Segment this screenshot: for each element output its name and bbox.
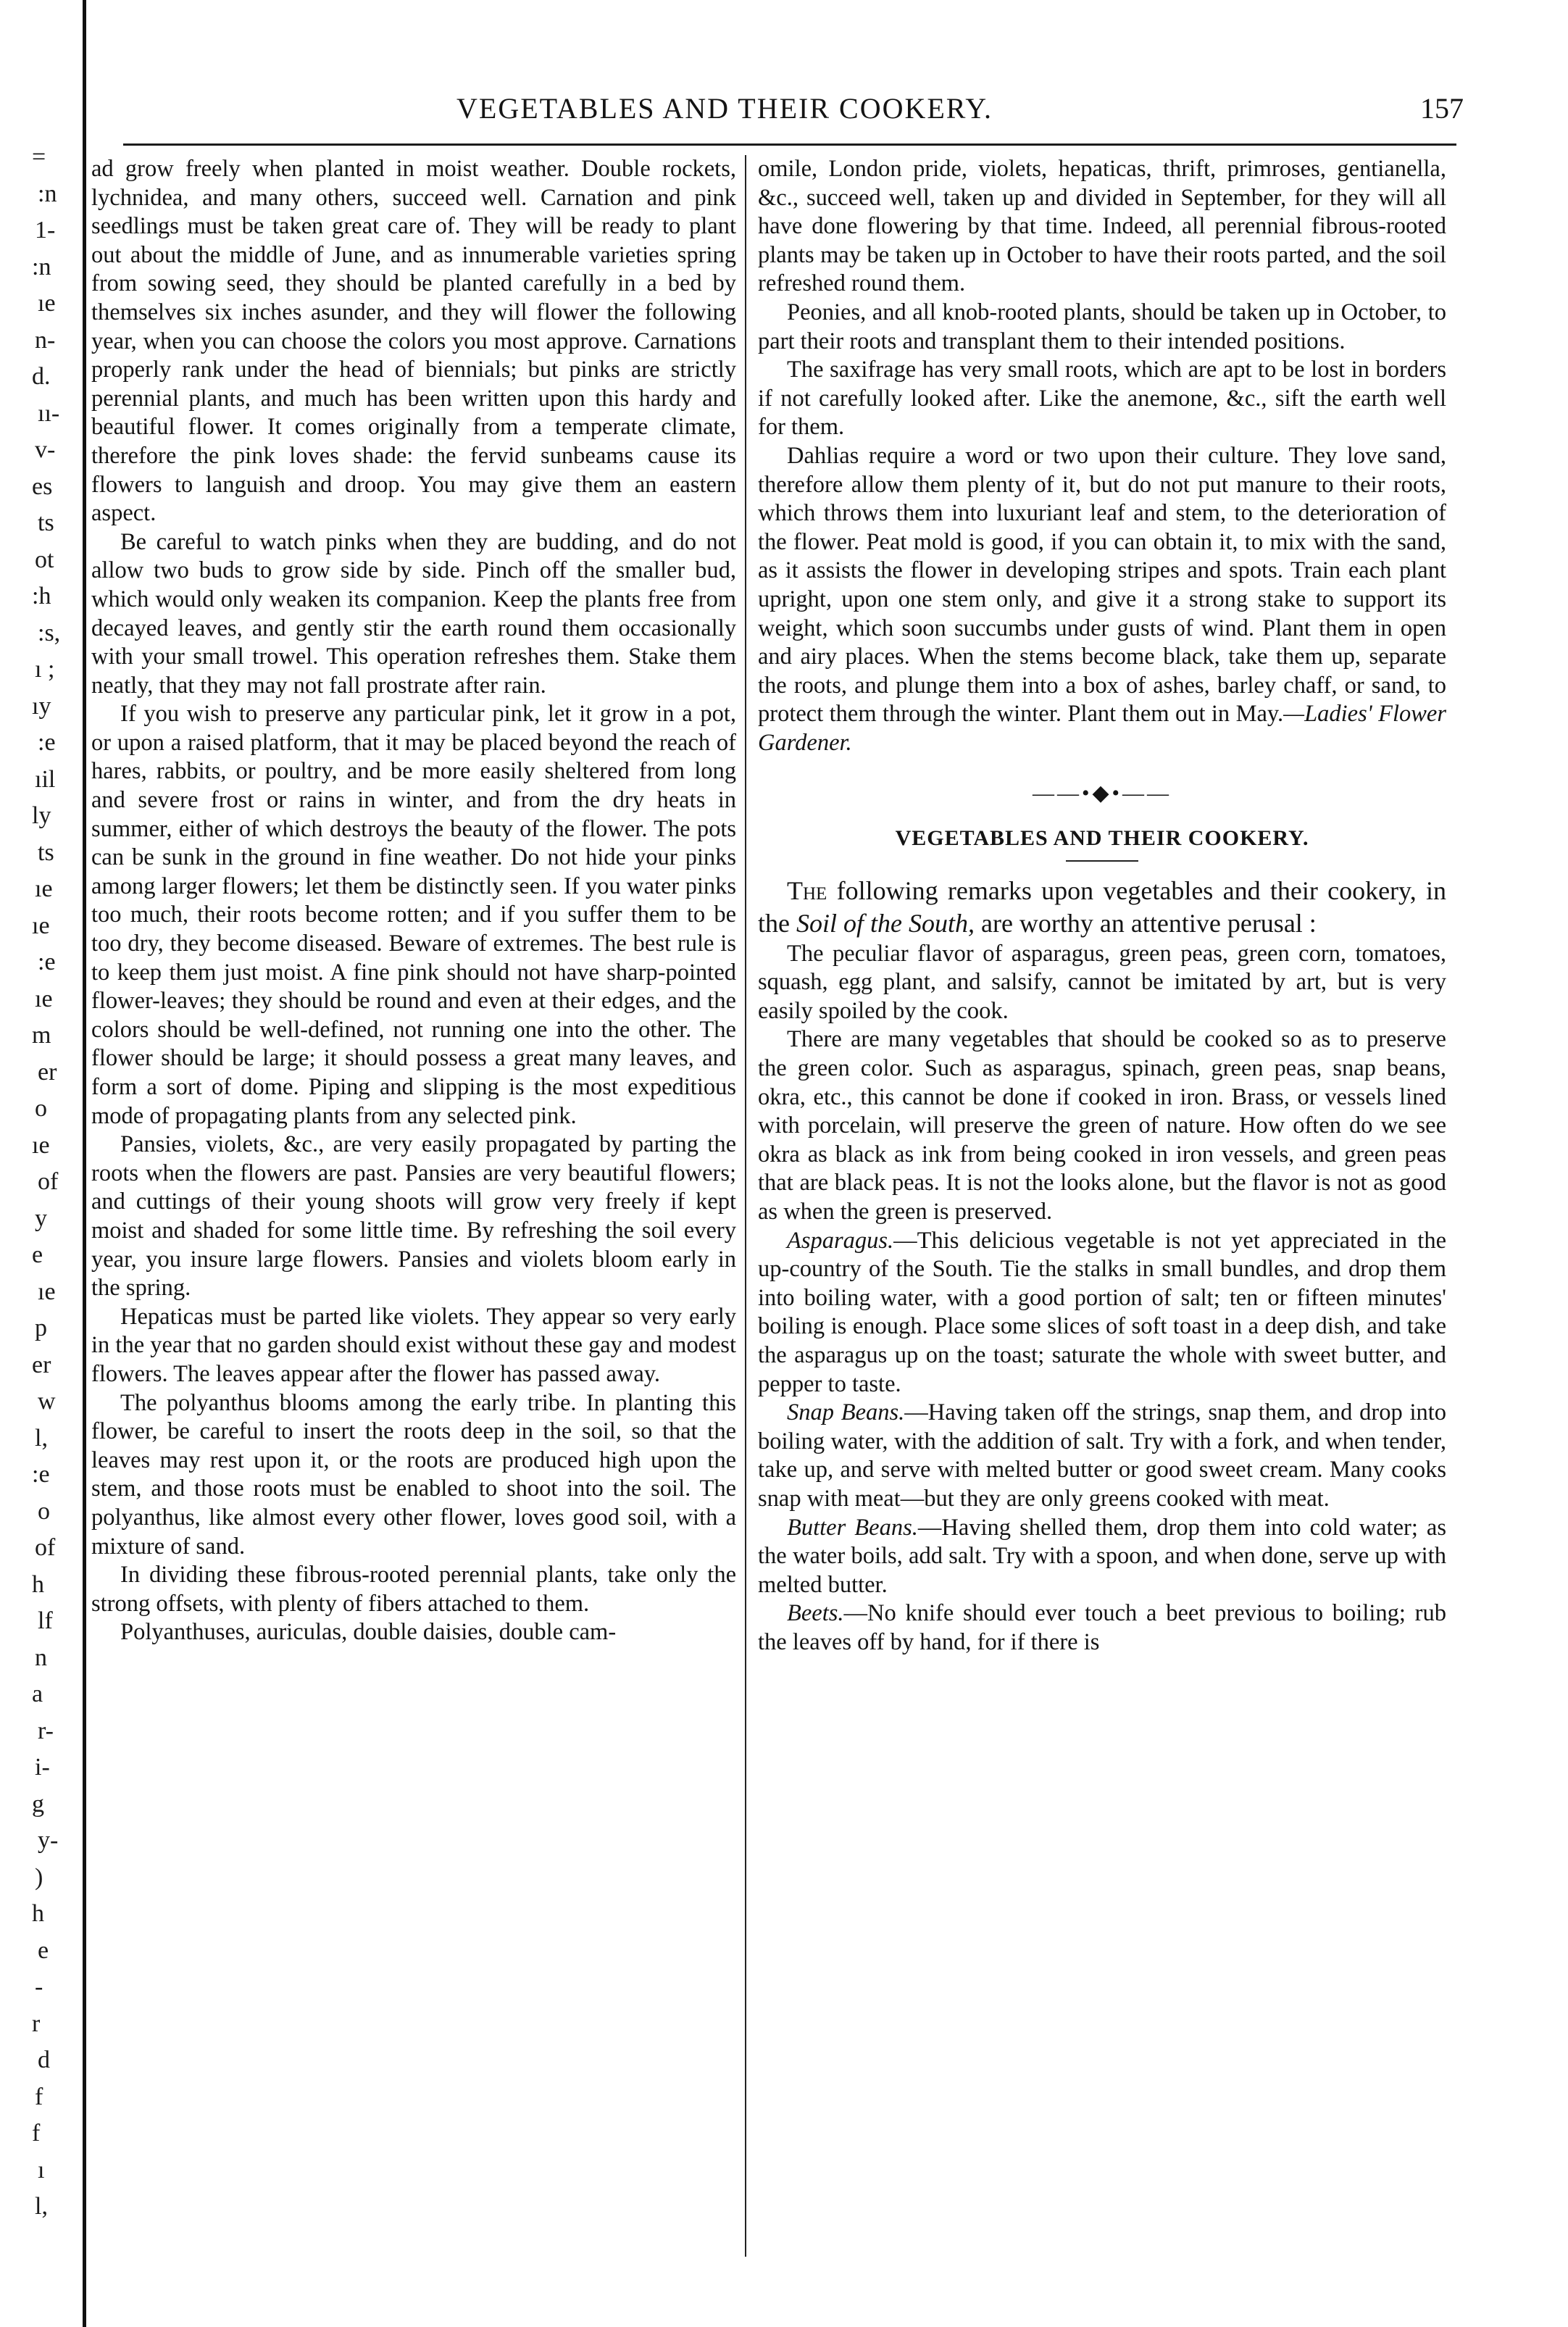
recipe-beets: [758, 1599, 1446, 1657]
margin-fragment: h: [32, 1900, 44, 1927]
page-number: 157: [1420, 92, 1464, 125]
binding-rule: [83, 0, 86, 2327]
section-ornament: ——•◆•——: [1032, 781, 1172, 806]
page-header: [94, 86, 1464, 129]
margin-fragment: :h: [32, 583, 51, 609]
right-column: [758, 155, 1446, 1657]
margin-fragment: ıı-: [38, 399, 60, 427]
margin-fragment: lf: [38, 1607, 53, 1634]
section-title: VEGETABLES AND THEIR COOKERY.: [895, 826, 1309, 851]
margin-fragment: -: [35, 1973, 43, 2000]
margin-fragment: of: [35, 1534, 56, 1561]
left-column: [91, 155, 736, 1647]
paragraph-text: Dahlias require a word or two upon their culture. They love sand, therefore allow them plenty of it, but do not put manure to their roots, which throws them into luxuriant leaf and stem, to the deterioration of the flower. Peat mold is good, if you can obtain it, to mix with the sand, as it assists the flower in developing stripes and spots. Train each plant upright, upon one stem only, and give it a strong stake to support its weight, which soon succumbs under gusts of wind. Plant them in open and airy places. When the stems become black, take them up, separate the roots, and plunge them into a box of ashes, barley chaff, or sand, to protect them through the winter. Plant them out in May.: [758, 442, 1446, 728]
header-rule: [123, 143, 1456, 146]
margin-fragment: o: [35, 1095, 47, 1122]
recipe-heading: Beets.: [787, 1600, 844, 1627]
intro-source: Soil of the South,: [796, 908, 975, 938]
margin-fragment: n: [35, 1644, 47, 1671]
margin-fragment: ıe: [38, 290, 56, 317]
margin-fragment: 1-: [35, 217, 56, 243]
recipe-heading: Asparagus.: [787, 1227, 894, 1254]
paragraph: Be careful to watch pinks when they are budding, and do not allow two buds to grow side by side. Pinch off the smaller bud, which would only weaken its companion. Keep the plants free from decayed leaves, and gently stir the earth round them occasionally with your small trowel. This operation refreshes them. Stake them neatly, that they may not fall prostrate after rain.: [91, 528, 736, 699]
margin-fragment: g: [32, 1790, 44, 1818]
recipe-heading: Snap Beans.: [787, 1399, 905, 1426]
recipe-text: —No knife should ever touch a beet previous to boiling; rub the leaves off by hand, for if there is: [758, 1600, 1446, 1655]
margin-fragment: m: [32, 1022, 51, 1049]
margin-fragment: :e: [38, 729, 56, 756]
margin-fragment: :n: [32, 253, 51, 280]
margin-fragment: :s,: [38, 619, 61, 646]
margin-fragment: ): [35, 1863, 43, 1891]
recipe-heading: Butter Beans.: [787, 1514, 918, 1541]
margin-fragment: ts: [38, 838, 54, 866]
margin-fragment: i-: [35, 1754, 50, 1781]
margin-fragment: :e: [38, 949, 56, 975]
paragraph: In dividing these fibrous-rooted perennial plants, take only the strong offsets, with plenty of fibers attached to them.: [91, 1562, 736, 1617]
margin-fragment: ıy: [32, 692, 51, 720]
margin-fragment: :n: [38, 180, 57, 207]
margin-fragment: r-: [38, 1717, 54, 1744]
margin-fragment: of: [38, 1168, 59, 1195]
margin-fragment: ıe: [35, 985, 53, 1012]
recipe-snap-beans: [758, 1399, 1446, 1513]
intro-text: following remarks upon vegetables and their cookery, in the: [758, 875, 1446, 938]
running-title: VEGETABLES AND THEIR COOKERY.: [456, 92, 993, 125]
paragraph: Pansies, violets, &c., are very easily propagated by parting the roots when the flowers are past. Pansies are very beautiful flowers; and cuttings of their young shoots will grow very freely if kept moist and shaded for some little time. By refreshing the soil every year, you insure large flowers. Pansies and violets bloom early in the spring.: [91, 1131, 736, 1302]
margin-fragment: ı ;: [35, 656, 55, 683]
title-rule: [1066, 860, 1138, 862]
intro-end: are worthy an attentive perusal :: [974, 908, 1317, 938]
paragraph: [758, 442, 1446, 758]
margin-fragment: ly: [32, 802, 51, 829]
paragraph: ad grow freely when planted in moist weather. Double rockets, lychnidea, and many others, succeed well. Carnation and pink seedlings must be taken great care of. They will be ready to plant out about the middle of June, and as innumerable varieties spring from sowing seed, they should be planted carefully in a bed by themselves six inches asunder, and they will flower the following year, when you can choose the colors you most approve. Carnations properly rank under the head of biennials; but pinks are strictly perennial plants, and much has been written upon this hardy and beautiful flower. It comes originally from a temperate climate, therefore the pink loves shade: the fervid sunbeams cause its flowers to languish and droop. You may give them an eastern aspect.: [91, 156, 736, 527]
margin-fragment: l,: [35, 2193, 48, 2220]
paragraph: The polyanthus blooms among the early tribe. In planting this flower, be careful to insert the roots deep in the soil, so that the leaves may rest upon it, or the roots are produced high upon the stem, and those roots must be enabled to shoot into the soil. The polyanthus, like almost every other flower, loves good soil, with a mixture of sand.: [91, 1389, 736, 1560]
recipe-text: —Having taken off the strings, snap them, and drop into boiling water, with the addition of salt. Try with a fork, and when tender, take up, and serve with melted butter or good sweet cream. Many cooks snap with meat—but they are only greens cooked with meat.: [758, 1399, 1447, 1512]
margin-fragment: l,: [35, 1424, 48, 1452]
margin-fragment: ıe: [35, 875, 53, 902]
recipe-asparagus: [758, 1227, 1446, 1399]
margin-fragment: d: [38, 2047, 50, 2073]
intro-lead: The: [787, 875, 827, 905]
margin-fragment: es: [32, 473, 53, 500]
paragraph: Peonies, and all knob-rooted plants, should be taken up in October, to part their roots and transplant them to their intended positions.: [758, 299, 1446, 354]
attribution: —Ladies' Flower Gardener.: [758, 701, 1446, 756]
margin-fragment: o: [38, 1497, 50, 1525]
margin-fragment: p: [35, 1315, 47, 1341]
column-divider: [745, 155, 746, 2257]
margin-fragment: er: [32, 1351, 51, 1378]
margin-fragment: f: [32, 2120, 41, 2147]
margin-fragment: ıe: [32, 1131, 50, 1159]
recipe-text: —Having shelled them, drop them into cold water; as the water boils, add salt. Try with a spoon, and when done, serve up with melted butter.: [758, 1514, 1446, 1598]
margin-fragment: ot: [35, 546, 54, 573]
margin-fragment: er: [38, 1058, 57, 1086]
margin-fragment: =: [32, 143, 46, 170]
paragraph: The peculiar flavor of asparagus, green peas, green corn, tomatoes, squash, egg plant, and salsify, cannot be imitated by art, but is very easily spoiled by the cook.: [758, 940, 1446, 1024]
recipe-butter-beans: [758, 1514, 1446, 1600]
paragraph: Hepaticas must be parted like violets. They appear so very early in the year that no garden should exist without these gay and modest flowers. The leaves appear after the flower has passed away.: [91, 1303, 736, 1387]
margin-fragment: h: [32, 1570, 44, 1598]
margin-fragment: y: [35, 1204, 47, 1232]
recipe-text: —This delicious vegetable is not yet appreciated in the up-country of the South. Tie the stalks in small bundles, and drop them into boiling water, with a good portion of salt; ten or fifteen minutes' boiling is enough. Place some slices of soft toast in a deep dish, and take the asparagus up on the toast; saturate the whole with sweet butter, and pepper to taste.: [758, 1227, 1446, 1397]
margin-fragment: r: [32, 2010, 41, 2037]
paragraph: If you wish to preserve any particular pink, let it grow in a pot, or upon a raised platform, that it may be placed beyond the reach of hares, rabbits, or poultry, and be more easily sheltered from long and severe frost or rains in winter, and from the dry heats in summer, either of which destroys the beauty of the flower. The pots can be sunk in the ground in fine weather. Do not hide your pinks among larger flowers; let them be distinctly seen. If you water pinks too much, their roots become rotten; and if you suffer them to be too dry, they become diseased. Beware of extremes. The best rule is to keep them just moist. A fine pink should not have sharp-pointed flower-leaves; they should be round and even at their edges, and the colors should be well-defined, not running one into the other. The flower should be large; it should possess a great many leaves, and form a sort of dome. Piping and slipping is the most expeditious mode of propagating plants from any selected pink.: [91, 701, 736, 1129]
section-intro: [758, 875, 1446, 940]
margin-fragment: v-: [35, 436, 56, 463]
margin-fragment: w: [38, 1388, 56, 1415]
paragraph: There are many vegetables that should be cooked so as to preserve the green color. Such as asparagus, spinach, green peas, snap beans, okra, etc., this cannot be done if cooked in iron. Brass, or vessels lined with porcelain, will preserve the green of nature. How often do we see okra as black as ink from being cooked in iron vessels, and green peas that are black peas. It is not the looks alone, but the flavor is not as good as when the green is preserved.: [758, 1026, 1446, 1225]
margin-fragment: y-: [38, 1827, 59, 1854]
margin-fragment: ıe: [32, 912, 50, 939]
margin-fragment: :e: [32, 1461, 50, 1488]
margin-fragment: ı: [38, 2156, 45, 2184]
margin-fragment: e: [38, 1936, 49, 1964]
margin-fragment: e: [32, 1241, 43, 1268]
margin-fragment: ıil: [35, 765, 56, 793]
margin-fragment: f: [35, 2083, 43, 2110]
margin-fragment: ıe: [38, 1278, 56, 1305]
paragraph: The saxifrage has very small roots, which are apt to be lost in borders if not carefully looked after. Like the anemone, &c., sift the earth well for them.: [758, 357, 1446, 441]
margin-fragment: n-: [35, 326, 56, 354]
paragraph: omile, London pride, violets, hepaticas, thrift, primroses, gentianella, &c., succeed well, taken up and divided in September, for they will all have done flowering by that time. Indeed, all perennial fibrous-rooted plants may be taken up in October to have their roots parted, and the soil refreshed round them.: [758, 156, 1446, 297]
margin-fragment: ts: [38, 509, 54, 536]
paragraph: Polyanthuses, auriculas, double daisies, double cam-: [120, 1619, 617, 1646]
margin-fragment: a: [32, 1681, 43, 1707]
margin-fragment: d.: [32, 363, 51, 390]
scanned-margin-edge: [0, 0, 87, 2327]
